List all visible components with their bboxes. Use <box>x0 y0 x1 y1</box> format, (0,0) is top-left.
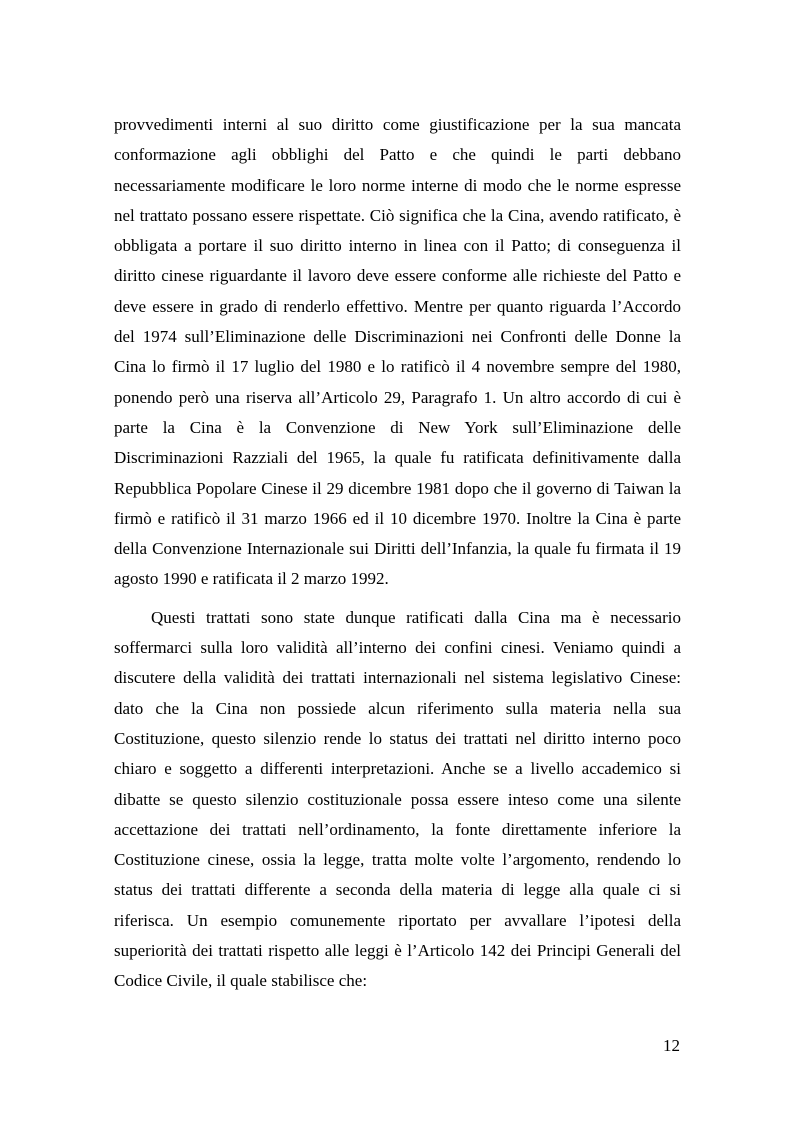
page-body <box>114 110 681 997</box>
page-number: 12 <box>663 1036 680 1055</box>
paragraph-1: provvedimenti interni al suo diritto come giustificazione per la sua mancata conformazione agli obblighi del Patto e che quindi le parti debbano necessariamente modificare le loro norme interne di modo che le norme espresse nel trattato possano essere rispettate. Ciò significa che la Cina, avendo ratificato, è obbligata a portare il suo diritto interno in linea con il Patto; di conseguenza il diritto cinese riguardante il lavoro deve essere conforme alle richieste del Patto e deve essere in grado di renderlo effettivo. Mentre per quanto riguarda l’Accordo del 1974 sull’Eliminazione delle Discriminazioni nei Confronti delle Donne la Cina lo firmò il 17 luglio del 1980 e lo ratificò il 4 novembre sempre del 1980, ponendo però una riserva all’Articolo 29, Paragrafo 1. Un altro accordo di cui è parte la Cina è la Convenzione di New York sull’Eliminazione delle Discriminazioni Razziali del 1965, la quale fu ratificata definitivamente dalla Repubblica Popolare Cinese il 29 dicembre 1981 dopo che il governo di Taiwan la firmò e ratificò il 31 marzo 1966 ed il 10 dicembre 1970. Inoltre la Cina è parte della Convenzione Internazionale sui Diritti dell’Infanzia, la quale fu firmata il 19 agosto 1990 e ratificata il 2 marzo 1992. <box>114 115 681 589</box>
paragraph-2: Questi trattati sono state dunque ratificati dalla Cina ma è necessario soffermarci sulla loro validità all’interno dei confini cinesi. Veniamo quindi a discutere della validità dei trattati internazionali nel sistema legislativo Cinese: dato che la Cina non possiede alcun riferimento sulla materia nella sua Costituzione, questo silenzio rende lo status dei trattati nel diritto interno poco chiaro e soggetto a differenti interpretazioni. Anche se a livello accademico si dibatte se questo silenzio costituzionale possa essere inteso come una silente accettazione dei trattati nell’ordinamento, la fonte direttamente inferiore la Costituzione cinese, ossia la legge, tratta molte volte l’argomento, rendendo lo status dei trattati differente a seconda della materia di legge alla quale ci si riferisca. Un esempio comunemente riportato per avvallare l’ipotesi della superiorità dei trattati rispetto alle leggi è l’Articolo 142 dei Principi Generali del Codice Civile, il quale stabilisce che: <box>114 607 681 991</box>
